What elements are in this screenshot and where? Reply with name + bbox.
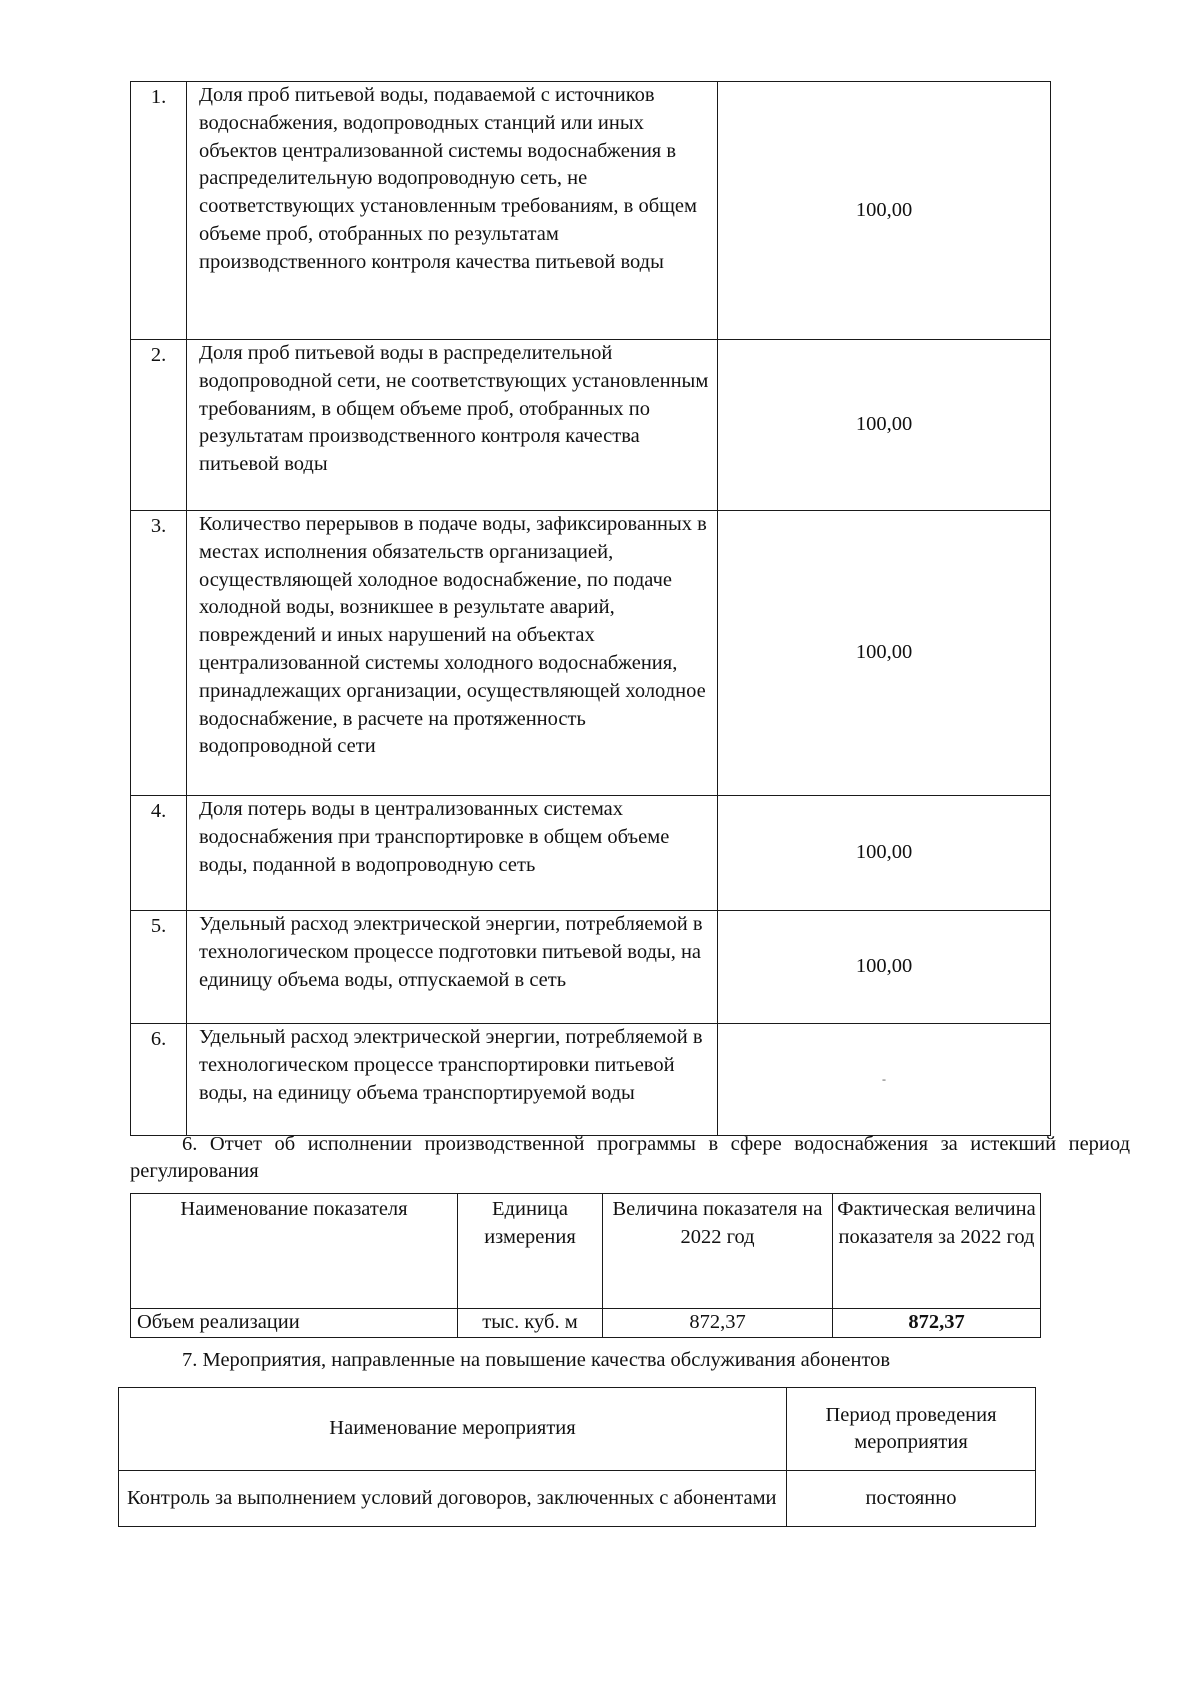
row-unit: тыс. куб. м [458,1309,603,1338]
table-row [131,1309,1041,1338]
indicator-value: 100,00 [718,340,1051,511]
indicator-value: 100,00 [718,796,1051,911]
table-row [131,796,1051,911]
row-number: 1. [131,82,187,340]
header-measure-period: Период проведения мероприятия [787,1388,1036,1471]
table-row [131,340,1051,511]
header-actual: Фактическая величина показателя за 2022 год [833,1194,1041,1309]
program-report-table [130,1193,1041,1338]
header-planned: Величина показателя на 2022 год [603,1194,833,1309]
table-row [131,511,1051,796]
indicator-name: Доля потерь воды в централизованных системах водоснабжения при транспортировке в общем объеме воды, поданной в водопроводную сеть [187,796,718,911]
measures-table [118,1387,1036,1527]
header-indicator-name: Наименование показателя [131,1194,458,1309]
section-6-heading: 6. Отчет об исполнении производственной программы в сфере водоснабжения за истекший период регулирования [130,1133,1130,1182]
indicators-table [130,81,1051,1136]
table-header-row [119,1388,1036,1471]
indicator-name: Доля проб питьевой воды в распределительной водопроводной сети, не соответствующих установленным требованиям, в общем объеме проб, отобранных по результатам производственного контроля качества питьевой воды [187,340,718,511]
row-number: 2. [131,340,187,511]
indicator-name: Удельный расход электрической энергии, потребляемой в технологическом процессе транспортировки питьевой воды, на единицу объема транспортируемой воды [187,1024,718,1136]
indicator-value: 100,00 [718,911,1051,1024]
header-measure-name: Наименование мероприятия [119,1388,787,1471]
measure-name: Контроль за выполнением условий договоров, заключенных с абонентами [119,1471,787,1527]
row-number: 5. [131,911,187,1024]
row-number: 4. [131,796,187,911]
row-actual: 872,37 [833,1309,1041,1338]
section-7-heading: 7. Мероприятия, направленные на повышение качества обслуживания абонентов [182,1349,891,1371]
header-unit: Единица измерения [458,1194,603,1309]
row-planned: 872,37 [603,1309,833,1338]
indicator-name: Доля проб питьевой воды, подаваемой с источников водоснабжения, водопроводных станций или иных объектов централизованной системы водоснабжения в распределительную водопроводную сеть, не соответствующих установленным требованиям, в общем объеме проб, отобранных по результатам производственного контроля качества питьевой воды [187,82,718,340]
table-row [131,1024,1051,1136]
table-row [131,911,1051,1024]
table-row [131,82,1051,340]
row-number: 3. [131,511,187,796]
table-row [119,1471,1036,1527]
measure-period: постоянно [787,1471,1036,1527]
row-name: Объем реализации [131,1309,458,1338]
row-number: 6. [131,1024,187,1136]
indicator-name: Количество перерывов в подаче воды, зафиксированных в местах исполнения обязательств организацией, осуществляющей холодное водоснабжение, по подаче холодной воды, возникшее в результате аварий, повреждений и иных нарушений на объектах централизованной системы холодного водоснабжения, принадлежащих организации, осуществляющей холодное водоснабжение, в расчете на протяженность водопроводной сети [187,511,718,796]
indicator-name: Удельный расход электрической энергии, потребляемой в технологическом процессе подготовки питьевой воды, на единицу объема воды, отпускаемой в сеть [187,911,718,1024]
indicator-value: - [718,1024,1051,1136]
table-header-row [131,1194,1041,1309]
indicator-value: 100,00 [718,82,1051,340]
indicator-value: 100,00 [718,511,1051,796]
